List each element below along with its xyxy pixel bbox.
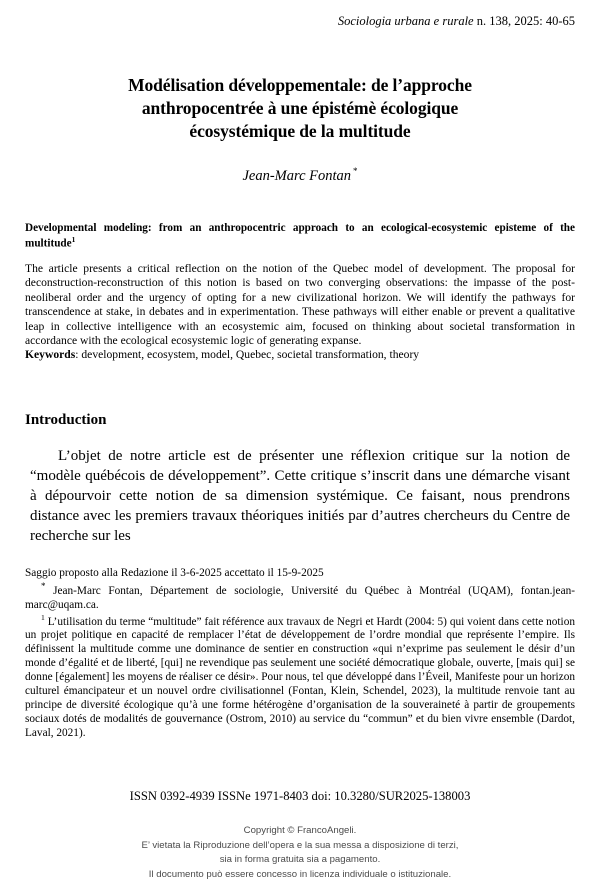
- abstract-english-title-text: Developmental modeling: from an anthropocentric approach to an ecological-ecosystemic episteme of the multitude: [25, 222, 575, 250]
- footnote-1: [25, 613, 575, 741]
- license-notice-line: Il documento può essere concesso in licenza individuale o istituzionale.: [148, 868, 452, 880]
- author-line: [60, 166, 540, 185]
- section-heading-introduction: Introduction: [25, 412, 107, 428]
- page-title: [60, 74, 540, 143]
- title-line-2: anthropocentrée à une épistémè écologique: [141, 98, 459, 119]
- keywords-line: [25, 348, 575, 362]
- issue-citation: n. 138, 2025: 40-65: [473, 14, 575, 28]
- keywords-value: development, ecosystem, model, Quebec, societal transformation, theory: [81, 348, 420, 362]
- abstract-text: The article presents a critical reflection on the notion of the Quebec model of development. The proposal for deconstruction-reconstruction of this notion is based on two converging observations: the impasse of the post-neoliberal order and the urgency of opting for a new civilizational horizon. We will identify the pathways for transcendence at stake, in debates and in experimentation. These pathways will either enable or prevent a qualitative leap in collective intelligence with an ecosystemic aim, focused on thinking about societal transformation in accordance with the ecological ecosystemic logic of generating expanse.: [25, 261, 575, 348]
- footnote-author-affiliation: [25, 581, 575, 613]
- abstract-english-title: [25, 221, 575, 251]
- body-paragraph-1: L’objet de notre article est de présenter une réflexion critique sur la notion de “modèle québécois de développement”. Cette critique s’inscrit dans une démarche visant à dépourvoir cette notion de sa dimension systémique. Ce faisant, nous prendrons distance avec les premiers travaux théoriques initiés par d’autres chercheurs du Centre de recherche sur les: [30, 448, 570, 545]
- author-footnote-marker: *: [353, 166, 358, 177]
- abstract-footnote-marker: 1: [71, 235, 76, 245]
- copyright-line: Copyright © FrancoAngeli.: [243, 825, 357, 836]
- footnote-1-text: L’utilisation du terme “multitude” fait référence aux travaux de Negri et Hardt (2004: 5) qui voient dans cette notion un projet politique en capacité de remplacer l’état de développement de l’ordre mondial que représente l’empire. Ils définissent la multitude comme une dominance de sentier en construction «qui n’exprime pas seulement le désir d’un monde d’égalité et de liberté, [qui] ne revendique pas seulement une société démocratique globale, ouverte, [mais qui] se donne [également] les moyens de réaliser ce désir». Pour nous, tel que développé dans l’Éveil, Manifeste pour un horizon culturel émancipateur et un nouvel ordre civilisationnel (Fontan, Klein, Schendel, 2023), la multitude renvoie tant au principe de diversité écologique qu’à une forme hétérogène d’organisation de la souveraineté à partir de groupements sociaux dotés de modalités de gouvernance (Ostrom, 2010) au service du “commun” et du bien vivre ensemble (Dardot, Laval, 2021).: [25, 615, 575, 739]
- footnote-star-marker: *: [41, 580, 46, 591]
- issn-doi-line: ISSN 0392-4939 ISSNe 1971-8403 doi: 10.3280/SUR2025-138003: [129, 789, 471, 803]
- keywords-label: Keywords: [25, 348, 76, 362]
- publisher-footer: [0, 824, 600, 882]
- body-block: [30, 446, 570, 546]
- title-line-1: Modélisation développementale: de l’approche: [128, 75, 472, 95]
- reproduction-notice-line-2: sia in forma gratuita sia a pagamento.: [219, 854, 381, 866]
- abstract-block: [25, 221, 575, 363]
- title-line-3: écosystémique de la multitude: [189, 121, 411, 142]
- author-name: Jean-Marc Fontan: [242, 168, 352, 185]
- submission-date-line: Saggio proposto alla Redazione il 3-6-2025 accettato il 15-9-2025: [25, 567, 324, 579]
- reproduction-notice-line-1: E’ vietata la Riproduzione dell’opera e la sua messa a disposizione di terzi,: [141, 839, 459, 851]
- journal-name: Sociologia urbana e rurale: [337, 14, 474, 28]
- footnote-1-marker: 1: [41, 612, 45, 622]
- running-head: [338, 14, 575, 29]
- keywords-separator: :: [75, 348, 82, 362]
- footnote-block: [25, 567, 575, 741]
- title-block: [60, 74, 540, 186]
- footnote-author-affiliation-text: Jean-Marc Fontan, Département de sociologie, Université du Québec à Montréal (UQAM), fontan.jean-marc@uqam.ca.: [25, 584, 575, 611]
